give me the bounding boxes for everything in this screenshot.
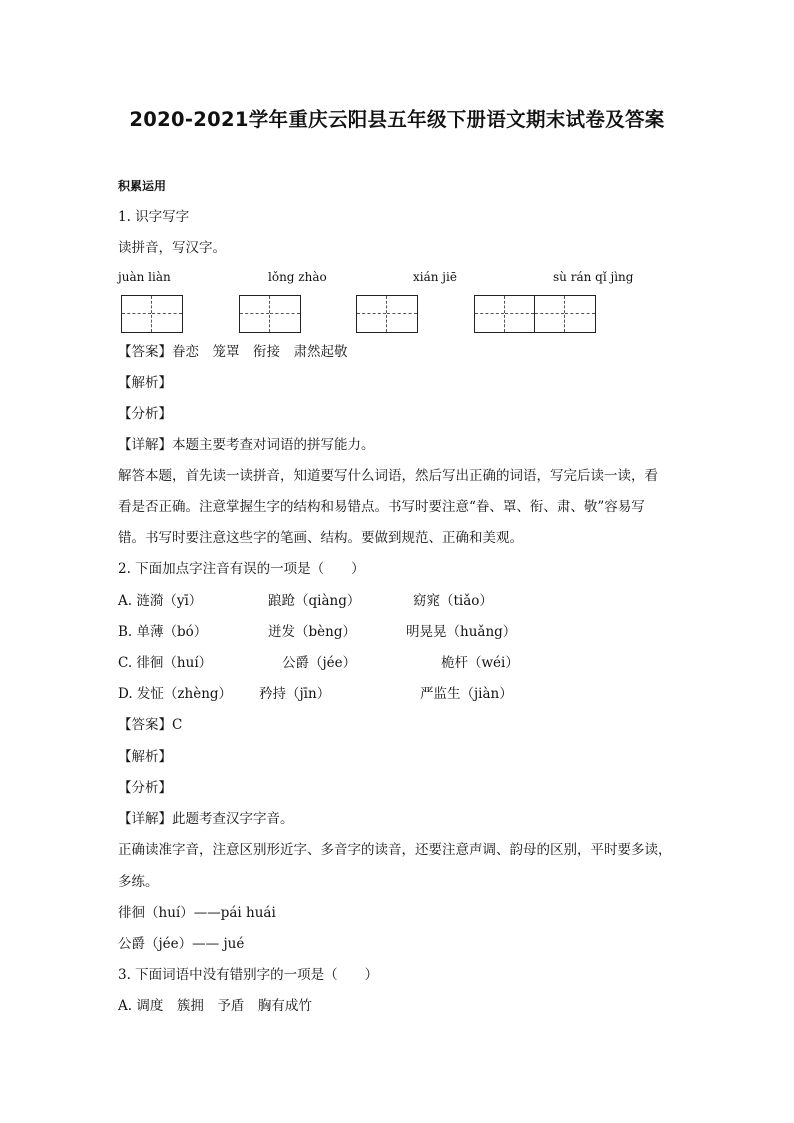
q1-detail: 【详解】本题主要考查对词语的拼写能力。: [118, 437, 375, 453]
question-3-title: 3. 下面词语中没有错别字的一项是（ ）: [118, 967, 379, 983]
question-1-instruction: 读拼音，写汉字。: [118, 240, 226, 256]
writing-grid-2[interactable]: [239, 295, 301, 333]
section-heading: 积累运用: [118, 179, 167, 193]
q2-para-2: 多练。: [118, 874, 159, 890]
q2-para-1: 正确读准字音，注意区别形近字、多音字的读音，还要注意声调、韵母的区别，平时要多读，: [118, 842, 672, 858]
option-c-1: C. 徘徊（huí）: [118, 655, 213, 671]
writing-grid-4[interactable]: [474, 295, 596, 333]
option-b-3: 明晃晃（huǎng）: [406, 624, 517, 640]
q1-para-3: 错。书写时要注意这些字的笔画、结构。要做到规范、正确和美观。: [118, 530, 523, 546]
q2-answer: 【答案】C: [118, 717, 183, 733]
option-c-3: 桅杆（wéi）: [441, 655, 519, 671]
option-b-1: B. 单薄（bó）: [118, 624, 208, 640]
option-d-3: 严监生（jiàn）: [420, 686, 513, 702]
option-c-2: 公爵（jée）: [282, 655, 357, 671]
option-d-2: 矜持（jīn）: [259, 686, 331, 702]
page-title: 2020-2021学年重庆云阳县五年级下册语文期末试卷及答案: [129, 108, 665, 131]
q2-example-1: 徘徊（huí）——pái huái: [118, 905, 276, 921]
q3-option-a: A. 调度 簇拥 予盾 胸有成竹: [118, 998, 312, 1014]
writing-grid-1[interactable]: [121, 295, 183, 333]
question-2-title: 2. 下面加点字注音有误的一项是（ ）: [118, 561, 365, 577]
pinyin-3: xián jiē: [413, 270, 457, 284]
pinyin-4: sù rán qǐ jìng: [553, 270, 634, 284]
option-a-2: 踉跄（qiàng）: [268, 593, 361, 609]
pinyin-2: lǒng zhào: [268, 270, 327, 284]
q1-answer: 【答案】眷恋 笼罩 衔接 肃然起敬: [118, 344, 348, 360]
q1-fenxi: 【分析】: [118, 406, 172, 422]
option-d-1: D. 发怔（zhèng）: [118, 686, 233, 702]
option-a-1: A. 涟漪（yī）: [118, 593, 203, 609]
pinyin-1: juàn liàn: [118, 270, 171, 284]
q2-detail: 【详解】此题考查汉字字音。: [118, 811, 294, 827]
q2-jiexi: 【解析】: [118, 749, 172, 765]
q1-para-1: 解答本题，首先读一读拼音，知道要写什么词语，然后写出正确的词语，写完后读一读，看: [118, 468, 658, 484]
q2-fenxi: 【分析】: [118, 780, 172, 796]
q2-example-2: 公爵（jée）—— jué: [118, 936, 245, 952]
q1-jiexi: 【解析】: [118, 375, 172, 391]
writing-grid-3[interactable]: [356, 295, 418, 333]
question-1-title: 1. 识字写字: [118, 209, 190, 225]
option-b-2: 迸发（bèng）: [268, 624, 356, 640]
q1-para-2: 看是否正确。注意掌握生字的结构和易错点。书写时要注意“眷、罩、衔、肃、敬”容易写: [118, 499, 645, 515]
option-a-3: 窈窕（tiǎo）: [413, 593, 493, 609]
